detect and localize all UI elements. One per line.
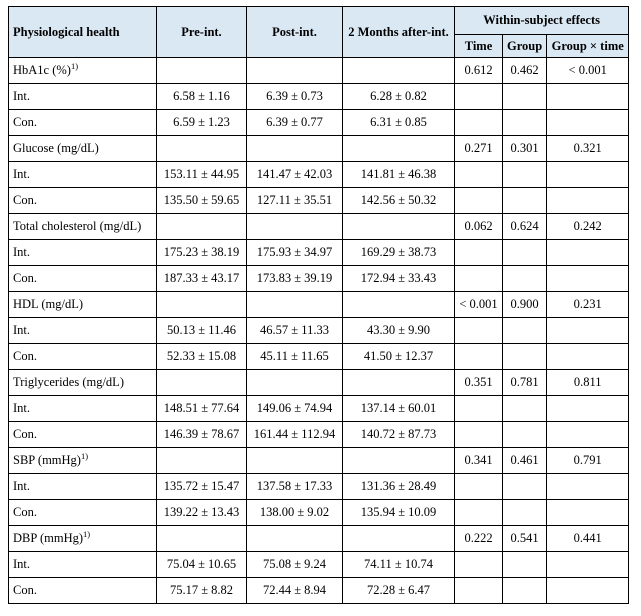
intervention-row [9,162,629,188]
pre-value: 6.59 ± 1.23 [157,110,247,136]
empty-cell [503,188,547,214]
empty-cell [547,162,629,188]
empty-cell [343,214,455,240]
control-label: Con. [9,266,157,292]
empty-cell [455,188,503,214]
pre-value: 148.51 ± 77.64 [157,396,247,422]
measure-name: DBP (mmHg) [13,531,84,545]
intervention-label: Int. [9,396,157,422]
p-time: 0.271 [455,136,503,162]
empty-cell [455,396,503,422]
two-month-value: 137.14 ± 60.01 [343,396,455,422]
empty-cell [247,136,343,162]
empty-cell [503,396,547,422]
pre-value: 6.58 ± 1.16 [157,84,247,110]
measure-name: HDL (mg/dL) [13,297,84,311]
empty-cell [343,448,455,474]
empty-cell [247,58,343,84]
empty-cell [547,266,629,292]
control-label: Con. [9,500,157,526]
p-group-time: 0.231 [547,292,629,318]
post-value: 46.57 ± 11.33 [247,318,343,344]
two-month-value: 142.56 ± 50.32 [343,188,455,214]
header-pre: Pre-int. [157,7,247,58]
empty-cell [503,266,547,292]
pre-value: 52.33 ± 15.08 [157,344,247,370]
table-body [9,58,629,604]
header-post: Post-int. [247,7,343,58]
control-row [9,266,629,292]
empty-cell [547,188,629,214]
empty-cell [455,318,503,344]
empty-cell [547,422,629,448]
empty-cell [455,110,503,136]
empty-cell [455,162,503,188]
pre-value: 146.39 ± 78.67 [157,422,247,448]
p-group: 0.541 [503,526,547,552]
header-time: Time [455,35,503,58]
post-value: 173.83 ± 39.19 [247,266,343,292]
empty-cell [343,370,455,396]
pre-value: 75.04 ± 10.65 [157,552,247,578]
p-group: 0.462 [503,58,547,84]
p-group: 0.301 [503,136,547,162]
empty-cell [455,422,503,448]
post-value: 75.08 ± 9.24 [247,552,343,578]
empty-cell [547,396,629,422]
footnote-marker: 1) [83,528,91,539]
two-month-value: 141.81 ± 46.38 [343,162,455,188]
empty-cell [547,84,629,110]
empty-cell [503,552,547,578]
footnote-marker: 1) [70,60,79,71]
empty-cell [455,552,503,578]
empty-cell [547,578,629,604]
p-group: 0.781 [503,370,547,396]
intervention-label: Int. [9,84,157,110]
control-row [9,422,629,448]
measure-row [9,370,629,396]
empty-cell [503,84,547,110]
empty-cell [157,292,247,318]
post-value: 175.93 ± 34.97 [247,240,343,266]
header-2months: 2 Months after-int. [343,7,455,58]
measure-name: HbA1c (%) [13,63,71,77]
two-month-value: 41.50 ± 12.37 [343,344,455,370]
two-month-value: 172.94 ± 33.43 [343,266,455,292]
post-value: 149.06 ± 74.94 [247,396,343,422]
measure-label [9,370,157,396]
two-month-value: 135.94 ± 10.09 [343,500,455,526]
two-month-value: 6.31 ± 0.85 [343,110,455,136]
empty-cell [343,526,455,552]
measure-row [9,58,629,84]
p-time: < 0.001 [455,292,503,318]
empty-cell [503,110,547,136]
empty-cell [547,110,629,136]
intervention-label: Int. [9,552,157,578]
empty-cell [157,370,247,396]
intervention-label: Int. [9,318,157,344]
empty-cell [455,344,503,370]
empty-cell [157,136,247,162]
two-month-value: 43.30 ± 9.90 [343,318,455,344]
empty-cell [247,526,343,552]
control-label: Con. [9,422,157,448]
measure-row [9,292,629,318]
pre-value: 135.72 ± 15.47 [157,474,247,500]
two-month-value: 6.28 ± 0.82 [343,84,455,110]
empty-cell [547,552,629,578]
measure-row [9,136,629,162]
p-group-time: 0.441 [547,526,629,552]
p-group-time: < 0.001 [547,58,629,84]
empty-cell [247,370,343,396]
empty-cell [247,448,343,474]
measure-row [9,448,629,474]
measure-name: Triglycerides (mg/dL) [13,375,124,389]
measure-label [9,448,157,474]
intervention-row [9,474,629,500]
empty-cell [247,214,343,240]
control-row [9,578,629,604]
p-group-time: 0.321 [547,136,629,162]
pre-value: 175.23 ± 38.19 [157,240,247,266]
post-value: 137.58 ± 17.33 [247,474,343,500]
intervention-row [9,318,629,344]
intervention-label: Int. [9,474,157,500]
pre-value: 187.33 ± 43.17 [157,266,247,292]
empty-cell [503,318,547,344]
p-group-time: 0.791 [547,448,629,474]
measure-name: SBP (mmHg) [13,453,81,467]
empty-cell [343,58,455,84]
intervention-label: Int. [9,240,157,266]
p-time: 0.062 [455,214,503,240]
post-value: 161.44 ± 112.94 [247,422,343,448]
control-label: Con. [9,110,157,136]
two-month-value: 72.28 ± 6.47 [343,578,455,604]
control-row [9,344,629,370]
post-value: 138.00 ± 9.02 [247,500,343,526]
empty-cell [157,214,247,240]
p-group: 0.900 [503,292,547,318]
header-within-subject: Within-subject effects [455,7,629,35]
empty-cell [157,58,247,84]
measure-name: Glucose (mg/dL) [13,141,99,155]
empty-cell [247,292,343,318]
pre-value: 153.11 ± 44.95 [157,162,247,188]
p-time: 0.612 [455,58,503,84]
control-row [9,188,629,214]
p-time: 0.222 [455,526,503,552]
measure-label [9,214,157,240]
post-value: 6.39 ± 0.73 [247,84,343,110]
control-row [9,500,629,526]
two-month-value: 131.36 ± 28.49 [343,474,455,500]
two-month-value: 140.72 ± 87.73 [343,422,455,448]
footnote-marker: 1) [80,450,89,461]
intervention-row [9,396,629,422]
empty-cell [503,578,547,604]
post-value: 72.44 ± 8.94 [247,578,343,604]
post-value: 45.11 ± 11.65 [247,344,343,370]
header-measure: Physiological health [9,7,157,58]
empty-cell [455,474,503,500]
control-label: Con. [9,188,157,214]
pre-value: 75.17 ± 8.82 [157,578,247,604]
control-label: Con. [9,578,157,604]
p-group-time: 0.811 [547,370,629,396]
pre-value: 135.50 ± 59.65 [157,188,247,214]
empty-cell [157,448,247,474]
empty-cell [503,500,547,526]
empty-cell [455,578,503,604]
empty-cell [503,422,547,448]
intervention-row [9,552,629,578]
empty-cell [503,162,547,188]
empty-cell [547,474,629,500]
pre-value: 50.13 ± 11.46 [157,318,247,344]
p-time: 0.341 [455,448,503,474]
measure-label [9,136,157,162]
intervention-row [9,240,629,266]
physiological-health-table [8,6,629,604]
header-group-time: Group × time [547,35,629,58]
p-time: 0.351 [455,370,503,396]
empty-cell [157,526,247,552]
header-group: Group [503,35,547,58]
empty-cell [547,500,629,526]
post-value: 6.39 ± 0.77 [247,110,343,136]
empty-cell [547,344,629,370]
empty-cell [455,266,503,292]
two-month-value: 169.29 ± 38.73 [343,240,455,266]
empty-cell [503,474,547,500]
post-value: 141.47 ± 42.03 [247,162,343,188]
two-month-value: 74.11 ± 10.74 [343,552,455,578]
empty-cell [343,292,455,318]
measure-label [9,58,157,84]
post-value: 127.11 ± 35.51 [247,188,343,214]
pre-value: 139.22 ± 13.43 [157,500,247,526]
measure-label [9,526,157,552]
empty-cell [547,240,629,266]
empty-cell [547,318,629,344]
measure-row [9,526,629,552]
p-group: 0.624 [503,214,547,240]
empty-cell [455,500,503,526]
control-label: Con. [9,344,157,370]
measure-name: Total cholesterol (mg/dL) [13,219,142,233]
control-row [9,110,629,136]
intervention-row [9,84,629,110]
empty-cell [343,136,455,162]
p-group: 0.461 [503,448,547,474]
p-group-time: 0.242 [547,214,629,240]
empty-cell [455,240,503,266]
empty-cell [503,240,547,266]
empty-cell [503,344,547,370]
empty-cell [455,84,503,110]
measure-label [9,292,157,318]
measure-row [9,214,629,240]
intervention-label: Int. [9,162,157,188]
